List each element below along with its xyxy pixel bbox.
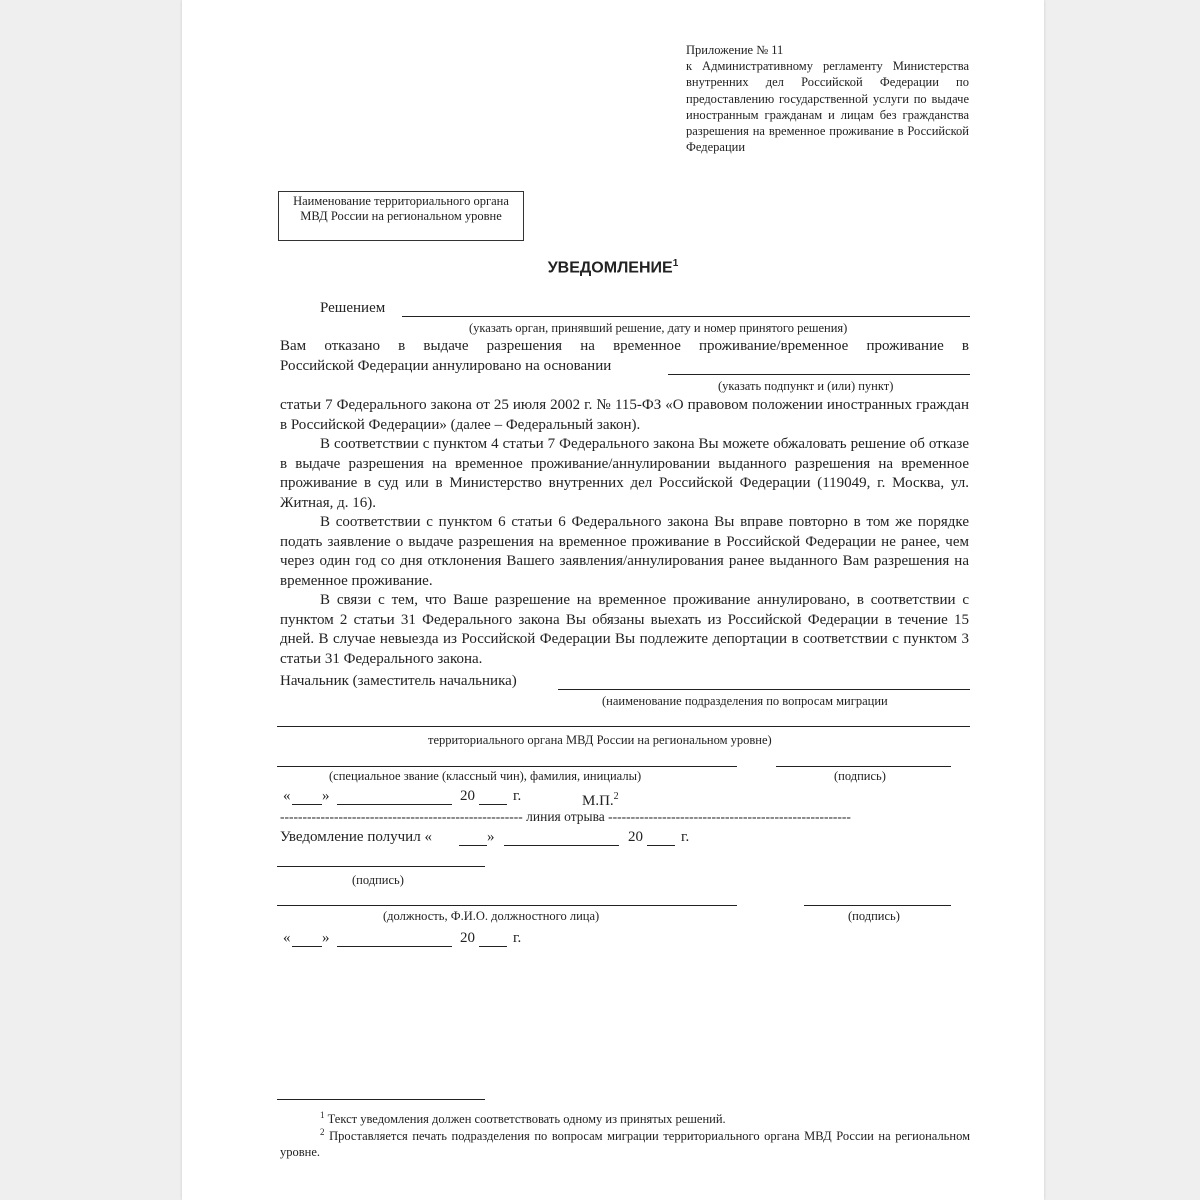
received-year-line[interactable]	[647, 845, 675, 846]
date1-close-quote: »	[322, 788, 330, 804]
date2-open-quote: «	[283, 930, 291, 946]
tear-line: ------------------------------------------------------ линия отрыва ------------------------------------------------------	[280, 809, 851, 824]
official-signature-hint: (подпись)	[848, 909, 900, 923]
footnote-1-mark: 1	[320, 1110, 325, 1120]
stamp-footnote-mark: 2	[613, 791, 619, 802]
decision-line-1: Вам отказано в выдаче разрешения на временное проживание/временное проживание в	[280, 338, 969, 354]
chief-hint-department: (наименование подразделения по вопросам миграции	[602, 694, 888, 708]
title-footnote-mark: 1	[672, 258, 679, 269]
organization-box: Наименование территориального органа МВД России на региональном уровне	[278, 191, 524, 241]
footnote-1-text: Текст уведомления должен соответствовать одному из принятых решений.	[327, 1112, 726, 1127]
date1-day-line[interactable]	[292, 804, 322, 805]
grounds-fill-line[interactable]	[668, 374, 970, 375]
footnote-2	[280, 1124, 970, 1160]
chief-department-line[interactable]	[558, 689, 970, 690]
received-close-quote: »	[487, 829, 495, 845]
date2-close-quote: »	[322, 930, 330, 946]
official-hint: (должность, Ф.И.О. должностного лица)	[383, 909, 600, 923]
paragraph-4: В связи с тем, что Ваше разрешение на временное проживание аннулировано, в соответствии с пунктом 2 статьи 31 Федерального закона Вы обязаны выехать из Российской Федерации в течение 15 дней. В случае невыезда из Российской Федерации Вы подлежите депортации в соответствии с пунктом 3 статьи 31 Федерального закона.	[280, 592, 969, 667]
footnote-2-text: Проставляется печать подразделения по вопросам миграции территориального органа МВД России на региональном уровне.	[280, 1129, 970, 1160]
appendix-title: Приложение № 11	[686, 43, 784, 57]
date2-month-line[interactable]	[337, 946, 452, 947]
received-year-suffix: г.	[681, 829, 690, 845]
chief-organ-line[interactable]	[277, 726, 970, 727]
decision-label: Решением	[320, 300, 386, 316]
grounds-hint: (указать подпункт и (или) пункт)	[718, 379, 894, 393]
date1-year: 20	[460, 788, 475, 804]
paragraph-1: статьи 7 Федерального закона от 25 июля 2002 г. № 115-ФЗ «О правовом положении иностранных граждан в Российской Федерации» (далее – Федеральный закон).	[280, 397, 969, 433]
footnote-2-mark: 2	[320, 1127, 325, 1137]
document-page	[182, 0, 1044, 1200]
paragraph-3: В соответствии с пунктом 6 статьи 6 Федерального закона Вы вправе повторно в том же порядке подать заявление о выдаче разрешения на временное проживание в Российской Федерации не ранее, чем через один год со дня отклонения Вашего заявления/аннулирования ранее выданного Вам разрешения на временное проживание.	[280, 514, 969, 589]
document-title-text: УВЕДОМЛЕНИЕ	[547, 259, 673, 277]
document-title	[182, 258, 1044, 277]
received-signature-hint: (подпись)	[352, 873, 404, 887]
decision-fill-line[interactable]	[402, 316, 970, 317]
decision-line-2: Российской Федерации аннулировано на основании	[280, 358, 612, 374]
stamp-label	[582, 787, 619, 812]
received-label: Уведомление получил «	[280, 829, 432, 845]
footnote-separator	[277, 1099, 485, 1100]
body-text	[280, 396, 969, 669]
received-year: 20	[628, 829, 643, 845]
date1-open-quote: «	[283, 788, 291, 804]
paragraph-2: В соответствии с пунктом 4 статьи 7 Федерального закона Вы можете обжаловать решение об отказе в выдаче разрешения на временное проживание/аннулировании выданного разрешения на временное проживание в суд или в Министерство внутренних дел Российской Федерации (119049, г. Москва, ул. Житная, д. 16).	[280, 436, 969, 511]
stamp-text: М.П.	[582, 793, 614, 809]
received-day-line[interactable]	[459, 845, 487, 846]
date2-year-suffix: г.	[513, 930, 522, 946]
received-signature-line[interactable]	[277, 866, 485, 867]
date2-year: 20	[460, 930, 475, 946]
official-line[interactable]	[277, 905, 737, 906]
signature-hint: (подпись)	[834, 769, 886, 783]
date1-year-line[interactable]	[479, 804, 507, 805]
signature-line[interactable]	[776, 766, 951, 767]
rank-name-line[interactable]	[277, 766, 737, 767]
date1-month-line[interactable]	[337, 804, 452, 805]
rank-name-hint: (специальное звание (классный чин), фамилия, инициалы)	[329, 769, 642, 783]
chief-label: Начальник (заместитель начальника)	[280, 673, 517, 689]
appendix-body: к Административному регламенту Министерства внутренних дел Российской Федерации по предоставлению государственной услуги по выдаче иностранным гражданам и лицам без гражданства разрешения на временное проживание в Российской Федерации	[686, 59, 969, 155]
official-signature-line[interactable]	[804, 905, 951, 906]
decision-hint: (указать орган, принявший решение, дату и номер принятого решения)	[469, 321, 848, 335]
received-month-line[interactable]	[504, 845, 619, 846]
date2-day-line[interactable]	[292, 946, 322, 947]
date2-year-line[interactable]	[479, 946, 507, 947]
date1-year-suffix: г.	[513, 788, 522, 804]
chief-hint-organ: территориального органа МВД России на региональном уровне)	[428, 733, 772, 747]
